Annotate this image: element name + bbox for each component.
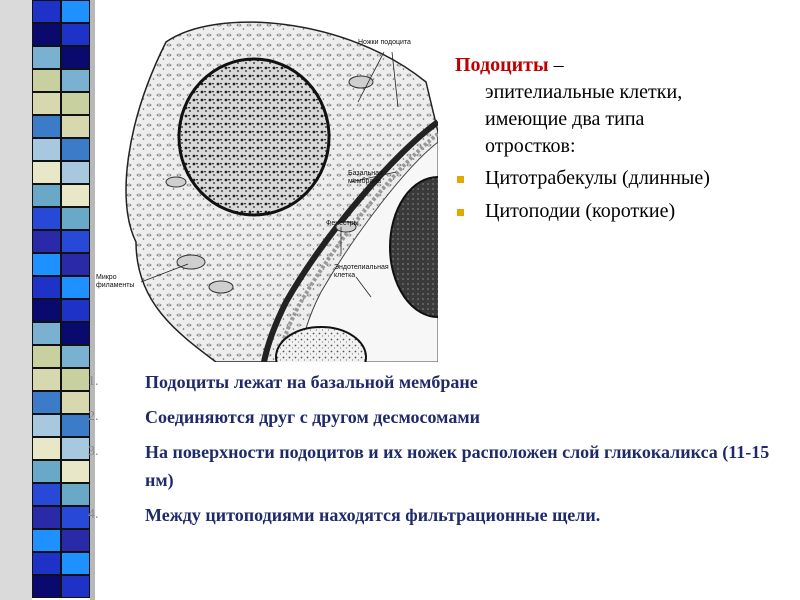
mosaic-tile <box>32 207 61 230</box>
process-types-list <box>455 164 795 226</box>
mosaic-tile <box>61 69 90 92</box>
mosaic-tile <box>32 0 61 23</box>
mosaic-tile <box>32 552 61 575</box>
mosaic-tile <box>32 345 61 368</box>
definition-line: имеющие два типа <box>485 108 645 130</box>
mosaic-tile <box>61 207 90 230</box>
mosaic-tile <box>61 276 90 299</box>
mosaic-tile <box>32 437 61 460</box>
mosaic-tile <box>61 552 90 575</box>
facts-list <box>80 368 790 536</box>
cell-nucleus <box>179 59 329 215</box>
list-item <box>80 438 790 494</box>
mosaic-tile <box>61 23 90 46</box>
mosaic-tile <box>32 299 61 322</box>
label-basal-membrane: Базальная мембрана <box>348 170 383 185</box>
mosaic-tile <box>61 575 90 598</box>
mosaic-tile <box>32 506 61 529</box>
mosaic-tile <box>32 69 61 92</box>
definition-line: эпителиальные клетки, <box>485 81 683 103</box>
mitochondrion <box>209 281 233 293</box>
item-text: На поверхности подоцитов и их ножек расположен слой гликокаликса (11-15 нм) <box>145 442 770 490</box>
item-number: 3. <box>88 444 99 459</box>
mosaic-tile <box>32 230 61 253</box>
definition-heading <box>455 52 795 79</box>
mosaic-tile <box>32 391 61 414</box>
mosaic-tile <box>32 253 61 276</box>
list-item <box>80 403 790 431</box>
label-podocyte-feet: Ножки подоцита <box>358 39 411 46</box>
mosaic-tile <box>32 115 61 138</box>
label-microfilaments: Микро филаменты <box>96 274 135 289</box>
item-text: Подоциты лежат на базальной мембране <box>145 372 478 392</box>
mitochondrion <box>349 76 373 88</box>
item-text: Соединяются друг с другом десмосомами <box>145 407 480 427</box>
mosaic-tile <box>61 345 90 368</box>
mosaic-tile <box>32 575 61 598</box>
label-endothelial-cell: Эндотелиальная клетка <box>334 264 389 279</box>
mosaic-tile <box>32 276 61 299</box>
mosaic-tile <box>32 368 61 391</box>
mosaic-tile <box>32 414 61 437</box>
item-number: 1. <box>88 374 99 389</box>
mosaic-tile <box>32 322 61 345</box>
podocyte-definition <box>455 52 795 226</box>
definition-line: отростков: <box>485 135 576 157</box>
strip-edge <box>0 0 32 600</box>
mosaic-tile <box>61 184 90 207</box>
item-text: Между цитоподиями находятся фильтрационные щели. <box>145 505 601 525</box>
mosaic-tile <box>61 230 90 253</box>
mosaic-tile <box>32 46 61 69</box>
mosaic-tile <box>61 299 90 322</box>
list-item <box>80 501 790 529</box>
mosaic-tile <box>61 115 90 138</box>
bullet-text: Цитотрабекулы (длинные) <box>485 167 710 189</box>
podocyte-illustration <box>96 2 438 362</box>
mosaic-tile <box>61 161 90 184</box>
mosaic-tile <box>32 184 61 207</box>
mosaic-tile <box>32 161 61 184</box>
bullet-text: Цитоподии (короткие) <box>485 200 676 222</box>
mosaic-tile <box>61 138 90 161</box>
label-fenestrae: Фенестры <box>326 220 359 227</box>
mosaic-tile <box>32 529 61 552</box>
list-item <box>455 197 795 226</box>
term-podocytes: Подоциты <box>455 54 549 76</box>
mosaic-tile <box>61 322 90 345</box>
mosaic-tile <box>32 23 61 46</box>
bullet-square-icon <box>457 176 464 183</box>
mosaic-tile <box>61 0 90 23</box>
mosaic-tile <box>61 253 90 276</box>
mosaic-tile <box>61 46 90 69</box>
mosaic-tile <box>32 92 61 115</box>
mosaic-tile <box>32 460 61 483</box>
mitochondrion <box>166 177 186 187</box>
mosaic-tile <box>32 138 61 161</box>
heading-dash: – <box>548 54 564 76</box>
bullet-square-icon <box>457 209 464 216</box>
mosaic-tile <box>32 483 61 506</box>
list-item <box>80 368 790 396</box>
item-number: 4. <box>88 507 99 522</box>
list-item <box>455 164 795 193</box>
item-number: 2. <box>88 409 99 424</box>
mosaic-tile <box>61 92 90 115</box>
